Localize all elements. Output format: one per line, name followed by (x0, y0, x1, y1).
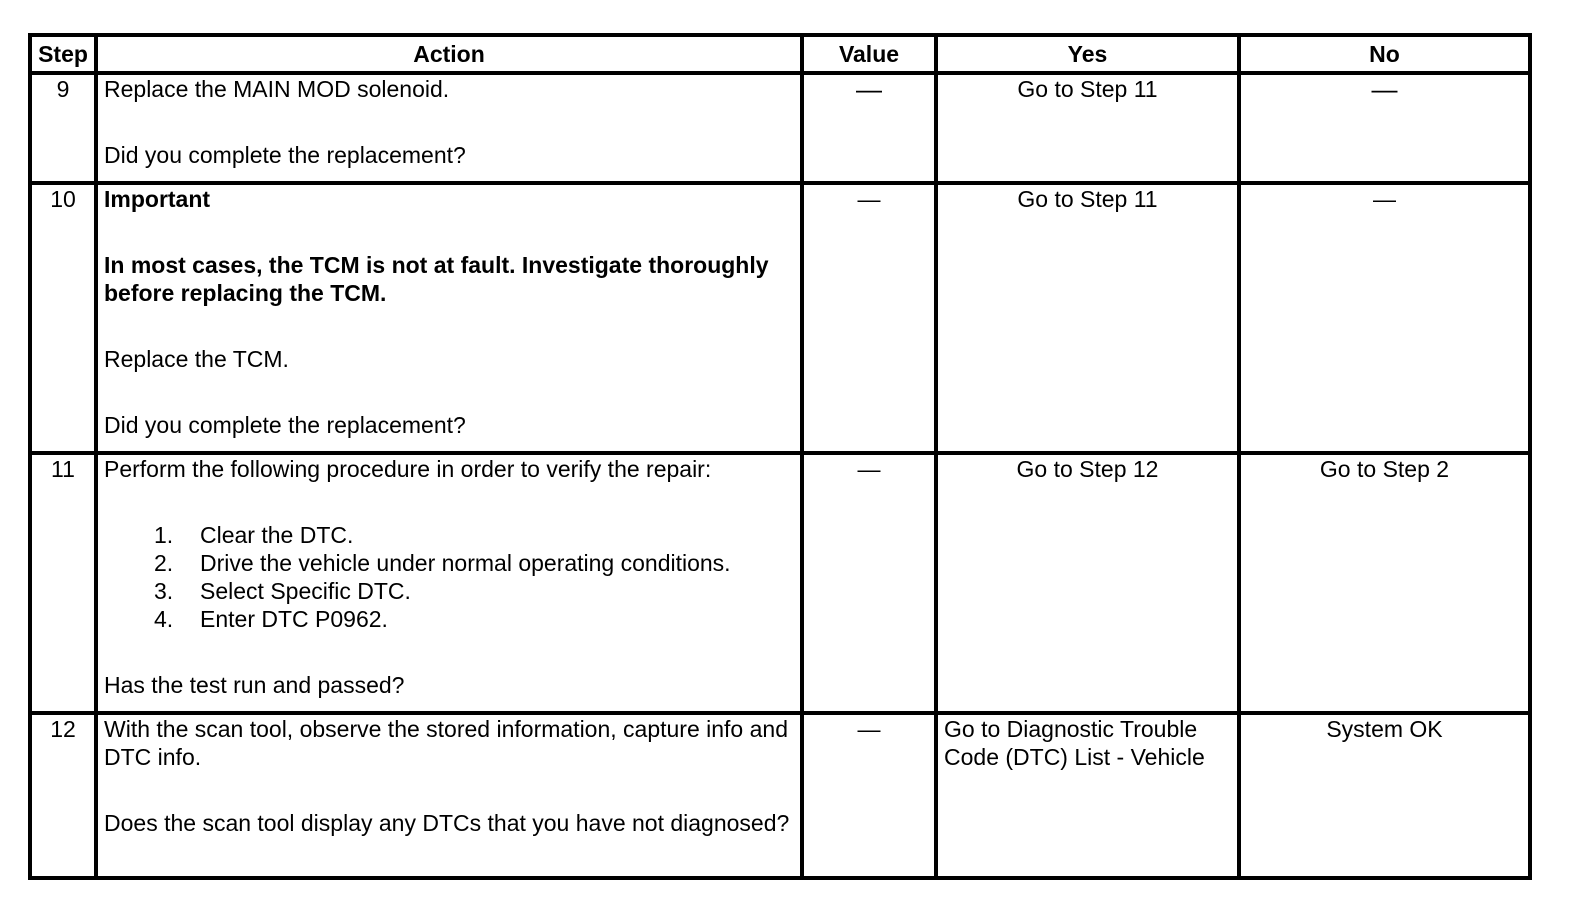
table-row-step-12 (30, 713, 1530, 878)
action-cell (96, 453, 802, 713)
action-question: Has the test run and passed? (104, 672, 405, 698)
action-question: Did you complete the replacement? (104, 142, 466, 168)
value-cell: — (802, 183, 936, 453)
action-cell (96, 73, 802, 183)
procedure-text: Select Specific DTC. (200, 578, 411, 604)
action-text: With the scan tool, observe the stored information, capture info and DTC info. (104, 716, 788, 770)
no-cell: Go to Step 2 (1239, 453, 1530, 713)
procedure-item (154, 577, 794, 605)
header-no: No (1239, 35, 1530, 73)
action-cell (96, 183, 802, 453)
action-cell (96, 713, 802, 878)
table-row-step-11 (30, 453, 1530, 713)
header-yes: Yes (936, 35, 1239, 73)
action-text: Replace the TCM. (104, 346, 289, 372)
procedure-number: 3. (154, 578, 174, 604)
value-cell: — (802, 73, 936, 183)
step-number: 10 (30, 183, 96, 453)
step-number: 12 (30, 713, 96, 878)
yes-cell: Go to Step 12 (936, 453, 1239, 713)
header-step: Step (30, 35, 96, 73)
table-row-step-9 (30, 73, 1530, 183)
procedure-number: 1. (154, 522, 174, 548)
step-number: 11 (30, 453, 96, 713)
action-question: Did you complete the replacement? (104, 412, 466, 438)
action-text: Replace the MAIN MOD solenoid. (104, 76, 450, 102)
procedure-number: 4. (154, 606, 174, 632)
value-cell: — (802, 453, 936, 713)
procedure-list (104, 521, 794, 633)
no-cell: System OK (1239, 713, 1530, 878)
no-cell: — (1239, 183, 1530, 453)
procedure-number: 2. (154, 550, 174, 576)
header-row (30, 35, 1530, 73)
important-text: In most cases, the TCM is not at fault. Investigate thoroughly before replacing the TCM. (104, 252, 769, 306)
header-value: Value (802, 35, 936, 73)
action-question: Does the scan tool display any DTCs that you have not diagnosed? (104, 810, 790, 836)
step-number: 9 (30, 73, 96, 183)
yes-cell: Go to Step 11 (936, 183, 1239, 453)
yes-cell: Go to Step 11 (936, 73, 1239, 183)
no-cell: — (1239, 73, 1530, 183)
procedure-item (154, 521, 794, 549)
procedure-item (154, 605, 794, 633)
important-title: Important (104, 186, 211, 212)
header-action: Action (96, 35, 802, 73)
yes-cell: Go to Diagnostic Trouble Code (DTC) List - Vehicle (936, 713, 1239, 878)
diagnostic-table (28, 33, 1532, 880)
procedure-text: Enter DTC P0962. (200, 606, 388, 632)
procedure-text: Clear the DTC. (200, 522, 354, 548)
action-text: Perform the following procedure in order to verify the repair: (104, 456, 712, 482)
procedure-text: Drive the vehicle under normal operating conditions. (200, 550, 731, 576)
table-row-step-10 (30, 183, 1530, 453)
value-cell: — (802, 713, 936, 878)
procedure-item (154, 549, 794, 577)
